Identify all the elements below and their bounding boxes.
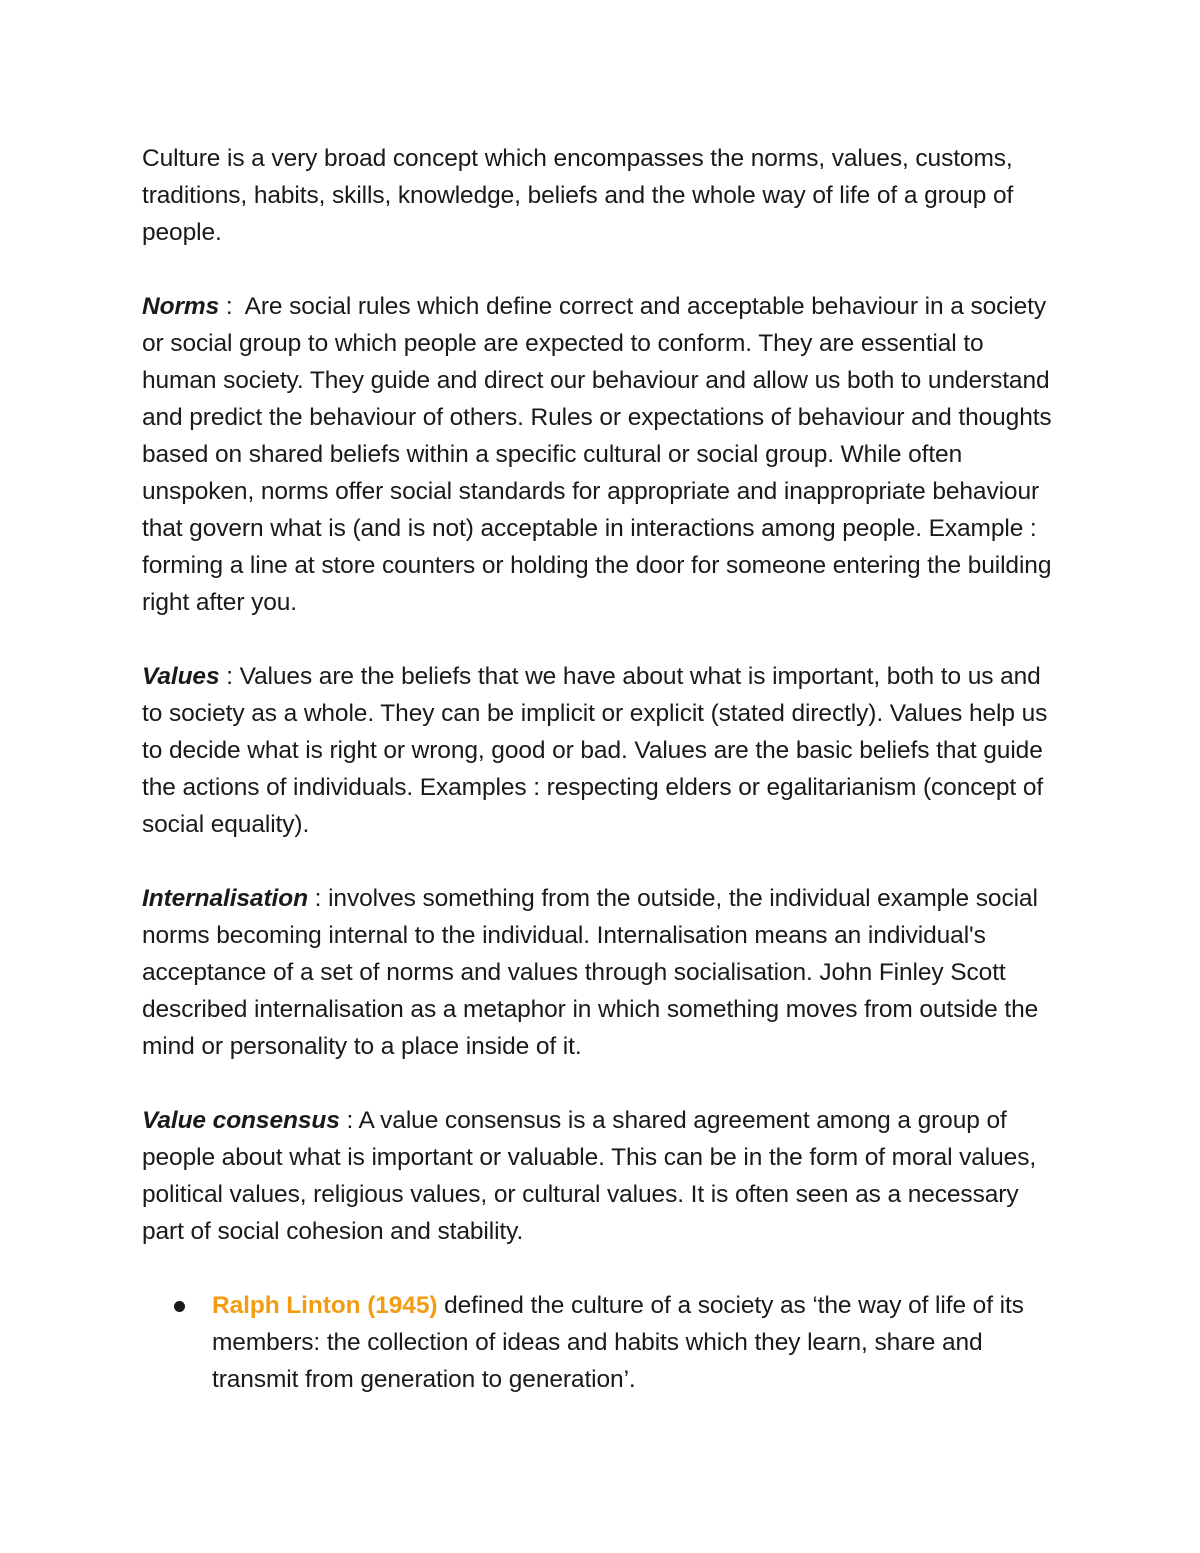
- citation-text: defined the culture of a society as ‘the way of life of its members: the collection of ideas and habits which they learn, share and transmit from generation to generation’.: [212, 1292, 1024, 1393]
- document-body: [142, 140, 1062, 1398]
- norms-paragraph: [142, 288, 1062, 621]
- value-consensus-term: Value consensus: [142, 1107, 340, 1134]
- intro-paragraph: Culture is a very broad concept which encompasses the norms, values, customs, traditions, habits, skills, knowledge, beliefs and the whole way of life of a group of people.: [142, 145, 1014, 246]
- internalisation-paragraph: [142, 880, 1062, 1065]
- norms-definition: Are social rules which define correct and acceptable behaviour in a society or social group to which people are expected to conform. They are essential to human society. They guide and direct our behaviour and allow us both to understand and predict the behaviour of others. Rules or expectations of behaviour and thoughts based on shared beliefs within a specific cultural or social group. While often unspoken, norms offer social standards for appropriate and inappropriate behaviour that govern what is (and is not) acceptable in interactions among people. Example : forming a line at store counters or holding the door for someone entering the building right after you.: [142, 293, 1052, 616]
- value-consensus-separator: :: [339, 1107, 359, 1134]
- list-item: [142, 1287, 1062, 1398]
- internalisation-separator: :: [307, 885, 329, 912]
- values-paragraph: [142, 658, 1062, 843]
- values-definition: Values are the beliefs that we have about what is important, both to us and to society as a whole. They can be implicit or explicit (stated directly). Values help us to decide what is right or wrong, good or bad. Values are the basic beliefs that guide the actions of individuals. Examples : respecting elders or egalitarianism (concept of social equality).: [142, 663, 1048, 838]
- internalisation-definition: involves something from the outside, the individual example social norms becoming internal to the individual. Internalisation means an individual's acceptance of a set of norms and values through socialisation. John Finley Scott described internalisation as a metaphor in which something moves from outside the mind or personality to a place inside of it.: [142, 885, 1039, 1060]
- value-consensus-paragraph: [142, 1102, 1062, 1250]
- bullet-icon: [174, 1301, 185, 1312]
- references-list: [142, 1287, 1062, 1398]
- citation-ralph-linton: Ralph Linton (1945): [212, 1292, 438, 1319]
- values-separator: :: [219, 663, 240, 690]
- value-consensus-definition: A value consensus is a shared agreement among a group of people about what is important or valuable. This can be in the form of moral values, political values, religious values, or cultural values. It is often seen as a necessary part of social cohesion and stability.: [142, 1107, 1037, 1245]
- internalisation-term: Internalisation: [142, 885, 308, 912]
- norms-term: Norms: [142, 293, 220, 320]
- values-term: Values: [142, 663, 220, 690]
- norms-separator: :: [219, 293, 245, 320]
